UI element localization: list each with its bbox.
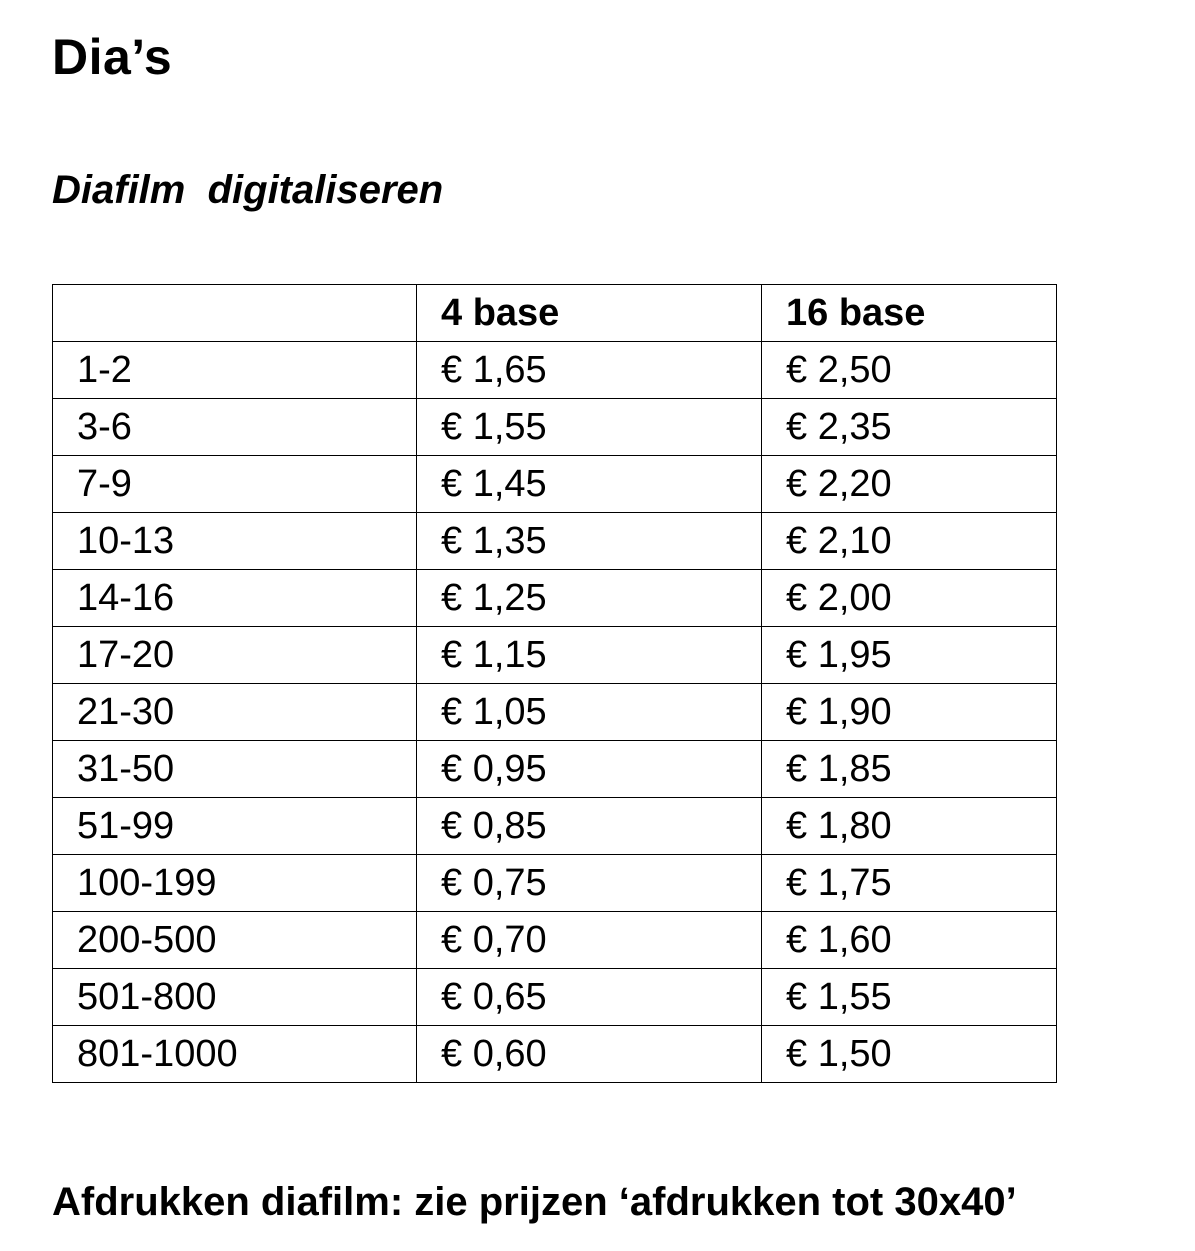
price-4-base-cell: € 0,75 [417,855,762,912]
table-row [53,798,1057,855]
price-16-base-cell: € 1,75 [762,855,1057,912]
table-row [53,912,1057,969]
quantity-cell: 7-9 [53,456,417,513]
price-4-base-cell: € 0,85 [417,798,762,855]
price-4-base-cell: € 1,15 [417,627,762,684]
price-4-base-cell: € 0,65 [417,969,762,1026]
header-cell-4-base: 4 base [417,285,762,342]
table-row [53,513,1057,570]
table-row [53,342,1057,399]
quantity-cell: 17-20 [53,627,417,684]
quantity-cell: 3-6 [53,399,417,456]
price-16-base-cell: € 2,35 [762,399,1057,456]
price-4-base-cell: € 1,65 [417,342,762,399]
price-4-base-cell: € 0,95 [417,741,762,798]
price-16-base-cell: € 1,95 [762,627,1057,684]
quantity-cell: 501-800 [53,969,417,1026]
header-row [53,285,1057,342]
price-4-base-cell: € 0,70 [417,912,762,969]
section-title: Diafilm digitaliseren [52,168,444,212]
price-16-base-cell: € 1,90 [762,684,1057,741]
price-16-base-cell: € 1,85 [762,741,1057,798]
table-row [53,969,1057,1026]
price-4-base-cell: € 1,55 [417,399,762,456]
table-row [53,1026,1057,1083]
price-16-base-cell: € 2,50 [762,342,1057,399]
price-4-base-cell: € 1,25 [417,570,762,627]
quantity-cell: 200-500 [53,912,417,969]
price-4-base-cell: € 0,60 [417,1026,762,1083]
price-4-base-cell: € 1,45 [417,456,762,513]
quantity-cell: 1-2 [53,342,417,399]
price-16-base-cell: € 2,20 [762,456,1057,513]
price-table-header [53,285,1057,342]
quantity-cell: 51-99 [53,798,417,855]
price-16-base-cell: € 1,50 [762,1026,1057,1083]
quantity-cell: 14-16 [53,570,417,627]
table-row [53,855,1057,912]
table-row [53,627,1057,684]
price-16-base-cell: € 1,60 [762,912,1057,969]
table-row [53,741,1057,798]
price-table [52,284,1057,1083]
table-row [53,399,1057,456]
price-16-base-cell: € 2,00 [762,570,1057,627]
header-cell-16-base: 16 base [762,285,1057,342]
quantity-cell: 31-50 [53,741,417,798]
price-16-base-cell: € 1,80 [762,798,1057,855]
quantity-cell: 10-13 [53,513,417,570]
page-title: Dia’s [52,29,173,85]
price-4-base-cell: € 1,35 [417,513,762,570]
table-row [53,684,1057,741]
footer-note: Afdrukken diafilm: zie prijzen ‘afdrukken tot 30x40’ [52,1180,1017,1224]
table-row [53,570,1057,627]
price-4-base-cell: € 1,05 [417,684,762,741]
quantity-cell: 21-30 [53,684,417,741]
table-row [53,456,1057,513]
price-16-base-cell: € 2,10 [762,513,1057,570]
price-16-base-cell: € 1,55 [762,969,1057,1026]
quantity-cell: 801-1000 [53,1026,417,1083]
price-table-body [53,342,1057,1083]
quantity-cell: 100-199 [53,855,417,912]
header-cell-quantity [53,285,417,342]
